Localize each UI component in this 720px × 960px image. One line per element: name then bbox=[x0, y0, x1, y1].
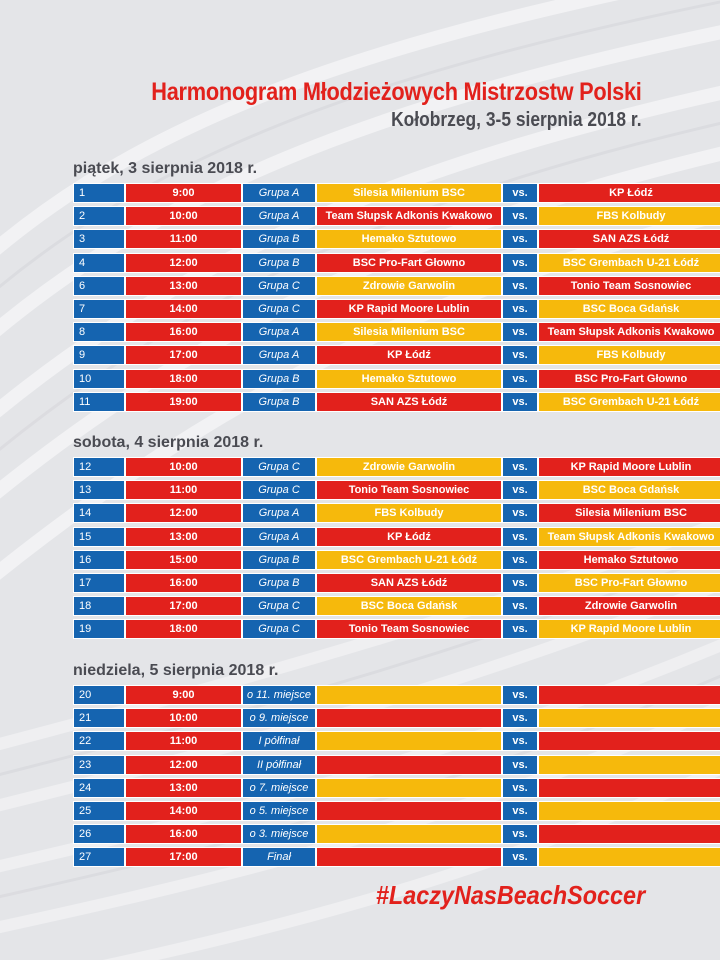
away-team bbox=[538, 685, 720, 705]
match-group: o 11. miejsce bbox=[242, 685, 316, 705]
match-number: 2 bbox=[73, 206, 125, 226]
home-team: KP Łódź bbox=[316, 527, 502, 547]
day-title: piątek, 3 sierpnia 2018 r. bbox=[73, 160, 258, 177]
home-team: Hemako Sztutowo bbox=[316, 369, 502, 389]
match-number: 14 bbox=[73, 503, 125, 523]
match-time: 12:00 bbox=[125, 253, 242, 273]
away-team bbox=[538, 801, 720, 821]
home-team: Hemako Sztutowo bbox=[316, 229, 502, 249]
match-number: 13 bbox=[73, 480, 125, 500]
match-time: 11:00 bbox=[125, 480, 242, 500]
away-team: Hemako Sztutowo bbox=[538, 550, 720, 570]
match-row bbox=[73, 503, 687, 523]
match-time: 19:00 bbox=[125, 392, 242, 412]
match-number: 3 bbox=[73, 229, 125, 249]
day-schedule-table bbox=[73, 457, 715, 643]
match-time: 12:00 bbox=[125, 503, 242, 523]
day-schedule-table bbox=[73, 685, 649, 871]
match-group: o 5. miejsce bbox=[242, 801, 316, 821]
away-team: Team Słupsk Adkonis Kwakowo bbox=[538, 322, 720, 342]
page-subtitle: Kołobrzeg, 3-5 sierpnia 2018 r. bbox=[391, 109, 642, 131]
match-group: Grupa A bbox=[242, 206, 316, 226]
match-row bbox=[73, 183, 653, 203]
versus-label: vs. bbox=[502, 322, 538, 342]
match-number: 10 bbox=[73, 369, 125, 389]
match-time: 17:00 bbox=[125, 596, 242, 616]
match-group: Grupa C bbox=[242, 457, 316, 477]
match-time: 11:00 bbox=[125, 229, 242, 249]
match-group: I półfinał bbox=[242, 731, 316, 751]
match-group: Grupa B bbox=[242, 550, 316, 570]
match-time: 12:00 bbox=[125, 755, 242, 775]
home-team: Zdrowie Garwolin bbox=[316, 276, 502, 296]
match-number: 19 bbox=[73, 619, 125, 639]
match-time: 14:00 bbox=[125, 299, 242, 319]
versus-label: vs. bbox=[502, 778, 538, 798]
match-number: 8 bbox=[73, 322, 125, 342]
match-row bbox=[73, 276, 692, 296]
match-row bbox=[73, 755, 649, 775]
match-time: 11:00 bbox=[125, 731, 242, 751]
match-number: 23 bbox=[73, 755, 125, 775]
match-group: Grupa A bbox=[242, 322, 316, 342]
home-team: Silesia Milenium BSC bbox=[316, 183, 502, 203]
away-team: FBS Kolbudy bbox=[538, 345, 720, 365]
away-team: FBS Kolbudy bbox=[538, 206, 720, 226]
home-team: BSC Pro-Fart Głowno bbox=[316, 253, 502, 273]
match-row bbox=[73, 550, 679, 570]
match-group: Grupa C bbox=[242, 480, 316, 500]
home-team bbox=[316, 755, 502, 775]
versus-label: vs. bbox=[502, 596, 538, 616]
match-group: Finał bbox=[242, 847, 316, 867]
home-team: BSC Boca Gdańsk bbox=[316, 596, 502, 616]
away-team bbox=[538, 708, 720, 728]
match-row bbox=[73, 708, 649, 728]
away-team: Team Słupsk Adkonis Kwakowo bbox=[538, 527, 720, 547]
match-group: Grupa C bbox=[242, 596, 316, 616]
match-number: 26 bbox=[73, 824, 125, 844]
day-title: niedziela, 5 sierpnia 2018 r. bbox=[73, 662, 279, 679]
match-row bbox=[73, 299, 680, 319]
away-team bbox=[538, 778, 720, 798]
match-group: Grupa B bbox=[242, 573, 316, 593]
match-row bbox=[73, 778, 649, 798]
match-number: 6 bbox=[73, 276, 125, 296]
match-group: o 7. miejsce bbox=[242, 778, 316, 798]
away-team: KP Rapid Moore Lublin bbox=[538, 619, 720, 639]
match-group: Grupa B bbox=[242, 229, 316, 249]
day-schedule-table bbox=[73, 183, 715, 415]
home-team bbox=[316, 778, 502, 798]
match-group: II półfinał bbox=[242, 755, 316, 775]
match-number: 22 bbox=[73, 731, 125, 751]
match-number: 27 bbox=[73, 847, 125, 867]
match-number: 7 bbox=[73, 299, 125, 319]
versus-label: vs. bbox=[502, 847, 538, 867]
match-time: 10:00 bbox=[125, 708, 242, 728]
versus-label: vs. bbox=[502, 276, 538, 296]
match-group: Grupa C bbox=[242, 299, 316, 319]
versus-label: vs. bbox=[502, 253, 538, 273]
versus-label: vs. bbox=[502, 206, 538, 226]
home-team: KP Rapid Moore Lublin bbox=[316, 299, 502, 319]
away-team bbox=[538, 731, 720, 751]
home-team: Silesia Milenium BSC bbox=[316, 322, 502, 342]
match-time: 16:00 bbox=[125, 322, 242, 342]
match-group: Grupa A bbox=[242, 183, 316, 203]
versus-label: vs. bbox=[502, 685, 538, 705]
home-team bbox=[316, 685, 502, 705]
home-team: Tonio Team Sosnowiec bbox=[316, 619, 502, 639]
match-row bbox=[73, 824, 649, 844]
versus-label: vs. bbox=[502, 801, 538, 821]
away-team: BSC Grembach U-21 Łódź bbox=[538, 392, 720, 412]
match-row bbox=[73, 685, 649, 705]
match-time: 17:00 bbox=[125, 345, 242, 365]
match-time: 10:00 bbox=[125, 457, 242, 477]
versus-label: vs. bbox=[502, 229, 538, 249]
match-row bbox=[73, 573, 688, 593]
away-team bbox=[538, 847, 720, 867]
match-row bbox=[73, 457, 692, 477]
match-time: 13:00 bbox=[125, 778, 242, 798]
match-number: 12 bbox=[73, 457, 125, 477]
away-team: BSC Pro-Fart Głowno bbox=[538, 369, 720, 389]
match-row bbox=[73, 619, 692, 639]
match-number: 24 bbox=[73, 778, 125, 798]
versus-label: vs. bbox=[502, 527, 538, 547]
match-time: 9:00 bbox=[125, 183, 242, 203]
home-team bbox=[316, 708, 502, 728]
home-team: KP Łódź bbox=[316, 345, 502, 365]
versus-label: vs. bbox=[502, 183, 538, 203]
match-number: 4 bbox=[73, 253, 125, 273]
away-team: Tonio Team Sosnowiec bbox=[538, 276, 720, 296]
match-time: 10:00 bbox=[125, 206, 242, 226]
home-team bbox=[316, 731, 502, 751]
versus-label: vs. bbox=[502, 824, 538, 844]
match-time: 18:00 bbox=[125, 619, 242, 639]
header bbox=[78, 78, 642, 132]
match-group: Grupa B bbox=[242, 253, 316, 273]
match-group: Grupa A bbox=[242, 527, 316, 547]
match-time: 16:00 bbox=[125, 824, 242, 844]
match-number: 11 bbox=[73, 392, 125, 412]
match-row bbox=[73, 253, 700, 273]
match-group: o 9. miejsce bbox=[242, 708, 316, 728]
match-row bbox=[73, 801, 649, 821]
match-time: 13:00 bbox=[125, 276, 242, 296]
match-row bbox=[73, 731, 649, 751]
match-number: 16 bbox=[73, 550, 125, 570]
match-time: 9:00 bbox=[125, 685, 242, 705]
hashtag: #LaczyNasBeachSoccer bbox=[375, 880, 645, 910]
versus-label: vs. bbox=[502, 345, 538, 365]
versus-label: vs. bbox=[502, 299, 538, 319]
away-team: KP Rapid Moore Lublin bbox=[538, 457, 720, 477]
home-team bbox=[316, 801, 502, 821]
match-number: 1 bbox=[73, 183, 125, 203]
away-team: BSC Grembach U-21 Łódź bbox=[538, 253, 720, 273]
versus-label: vs. bbox=[502, 503, 538, 523]
match-number: 9 bbox=[73, 345, 125, 365]
versus-label: vs. bbox=[502, 457, 538, 477]
versus-label: vs. bbox=[502, 550, 538, 570]
away-team: BSC Pro-Fart Głowno bbox=[538, 573, 720, 593]
versus-label: vs. bbox=[502, 369, 538, 389]
versus-label: vs. bbox=[502, 731, 538, 751]
match-row bbox=[73, 392, 700, 412]
home-team: Team Słupsk Adkonis Kwakowo bbox=[316, 206, 502, 226]
match-row bbox=[73, 206, 666, 226]
match-group: Grupa B bbox=[242, 392, 316, 412]
home-team bbox=[316, 824, 502, 844]
match-row bbox=[73, 369, 688, 389]
page-title: Harmonogram Młodzieżowych Mistrzostw Polski bbox=[151, 78, 642, 106]
match-group: Grupa C bbox=[242, 276, 316, 296]
match-number: 18 bbox=[73, 596, 125, 616]
match-group: Grupa A bbox=[242, 345, 316, 365]
match-time: 16:00 bbox=[125, 573, 242, 593]
match-group: Grupa A bbox=[242, 503, 316, 523]
match-time: 13:00 bbox=[125, 527, 242, 547]
match-group: Grupa C bbox=[242, 619, 316, 639]
away-team bbox=[538, 755, 720, 775]
match-time: 18:00 bbox=[125, 369, 242, 389]
match-row bbox=[73, 322, 715, 342]
match-group: o 3. miejsce bbox=[242, 824, 316, 844]
match-number: 15 bbox=[73, 527, 125, 547]
home-team: Tonio Team Sosnowiec bbox=[316, 480, 502, 500]
home-team: SAN AZS Łódź bbox=[316, 392, 502, 412]
away-team: SAN AZS Łódź bbox=[538, 229, 720, 249]
away-team: BSC Boca Gdańsk bbox=[538, 480, 720, 500]
home-team: Zdrowie Garwolin bbox=[316, 457, 502, 477]
versus-label: vs. bbox=[502, 708, 538, 728]
home-team bbox=[316, 847, 502, 867]
match-time: 17:00 bbox=[125, 847, 242, 867]
match-number: 17 bbox=[73, 573, 125, 593]
match-row bbox=[73, 480, 680, 500]
match-row bbox=[73, 596, 678, 616]
match-number: 20 bbox=[73, 685, 125, 705]
away-team: KP Łódź bbox=[538, 183, 720, 203]
versus-label: vs. bbox=[502, 755, 538, 775]
versus-label: vs. bbox=[502, 573, 538, 593]
match-time: 14:00 bbox=[125, 801, 242, 821]
home-team: FBS Kolbudy bbox=[316, 503, 502, 523]
match-time: 15:00 bbox=[125, 550, 242, 570]
away-team: Silesia Milenium BSC bbox=[538, 503, 720, 523]
match-row bbox=[73, 345, 666, 365]
versus-label: vs. bbox=[502, 619, 538, 639]
away-team bbox=[538, 824, 720, 844]
match-row bbox=[73, 229, 670, 249]
away-team: Zdrowie Garwolin bbox=[538, 596, 720, 616]
versus-label: vs. bbox=[502, 392, 538, 412]
match-row bbox=[73, 847, 649, 867]
versus-label: vs. bbox=[502, 480, 538, 500]
day-title: sobota, 4 sierpnia 2018 r. bbox=[73, 434, 264, 451]
away-team: BSC Boca Gdańsk bbox=[538, 299, 720, 319]
home-team: BSC Grembach U-21 Łódź bbox=[316, 550, 502, 570]
home-team: SAN AZS Łódź bbox=[316, 573, 502, 593]
match-group: Grupa B bbox=[242, 369, 316, 389]
match-row bbox=[73, 527, 715, 547]
match-number: 21 bbox=[73, 708, 125, 728]
match-number: 25 bbox=[73, 801, 125, 821]
